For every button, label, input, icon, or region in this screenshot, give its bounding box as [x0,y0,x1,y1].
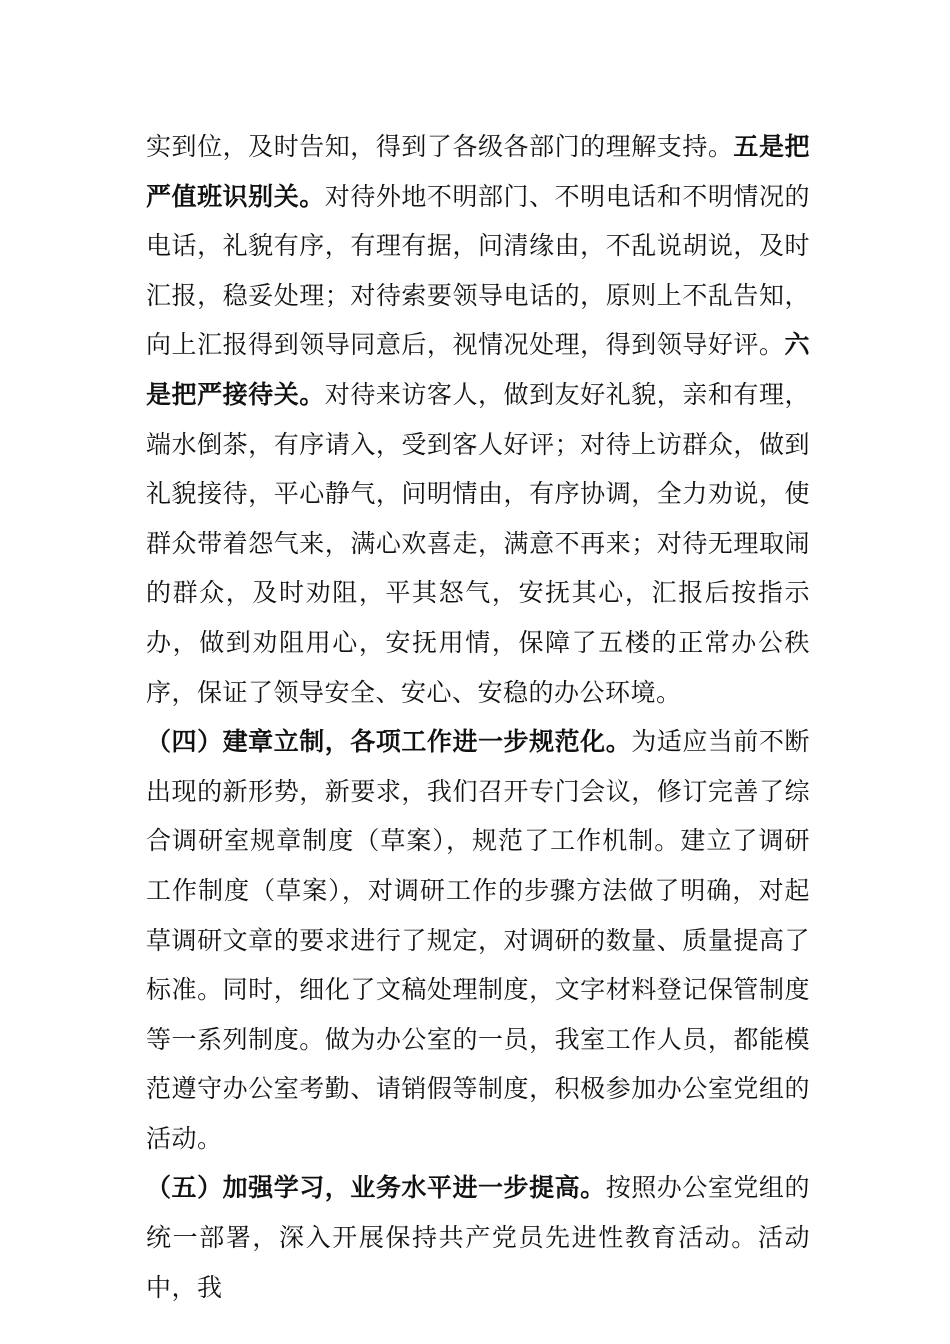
heading-reception: 六是把严接待关。 [146,330,810,409]
heading-duty-identification: 五是把严值班识别关。 [146,132,810,211]
text-segment: 对待外地不明部门、不明电话和不明情况的电话，礼貌有序，有理有据，问清缘由，不乱说胡说，及时汇报，稳妥处理；对待索要领导电话的，原则上不乱告知，向上汇报得到领导同意后，视情况处理，得到领导好评。 [146,181,810,360]
text-segment: 按照办公室党组的统一部署，深入开展保持共产党员先进性教育活动。活动中，我 [146,1173,810,1302]
document-body [146,122,810,1312]
paragraph-section-five [146,1163,810,1312]
text-segment: 为适应当前不断出现的新形势，新要求，我们召开专门会议，修订完善了综合调研室规章制度（草案），规范了工作机制。建立了调研工作制度（草案），对调研工作的步骤方法做了明确，对起草调研文章的要求进行了规定，对调研的数量、质量提高了标准。同时，细化了文稿处理制度，文字材料登记保管制度等一系列制度。做为办公室的一员，我室工作人员，都能模范遵守办公室考勤、请销假等制度，积极参加办公室党组的活动。 [146,727,810,1153]
paragraph-duty-and-reception [146,122,810,717]
paragraph-section-four [146,717,810,1163]
text-segment: 实到位，及时告知，得到了各级各部门的理解支持。 [146,132,734,161]
section-heading-four: （四）建章立制，各项工作进一步规范化。 [146,727,632,757]
text-segment: 对待来访客人，做到友好礼貌，亲和有理，端水倒茶，有序请入，受到客人好评；对待上访群众，做到礼貌接待，平心静气，问明情由，有序协调，全力劝说，使群众带着怨气来，满心欢喜走，满意不再来；对待无理取闹的群众，及时劝阻，平其怒气，安抚其心，汇报后按指示办，做到劝阻用心，安抚用情，保障了五楼的正常办公秩序，保证了领导安全、安心、安稳的办公环境。 [146,379,810,707]
section-heading-five: （五）加强学习，业务水平进一步提高。 [146,1173,606,1203]
